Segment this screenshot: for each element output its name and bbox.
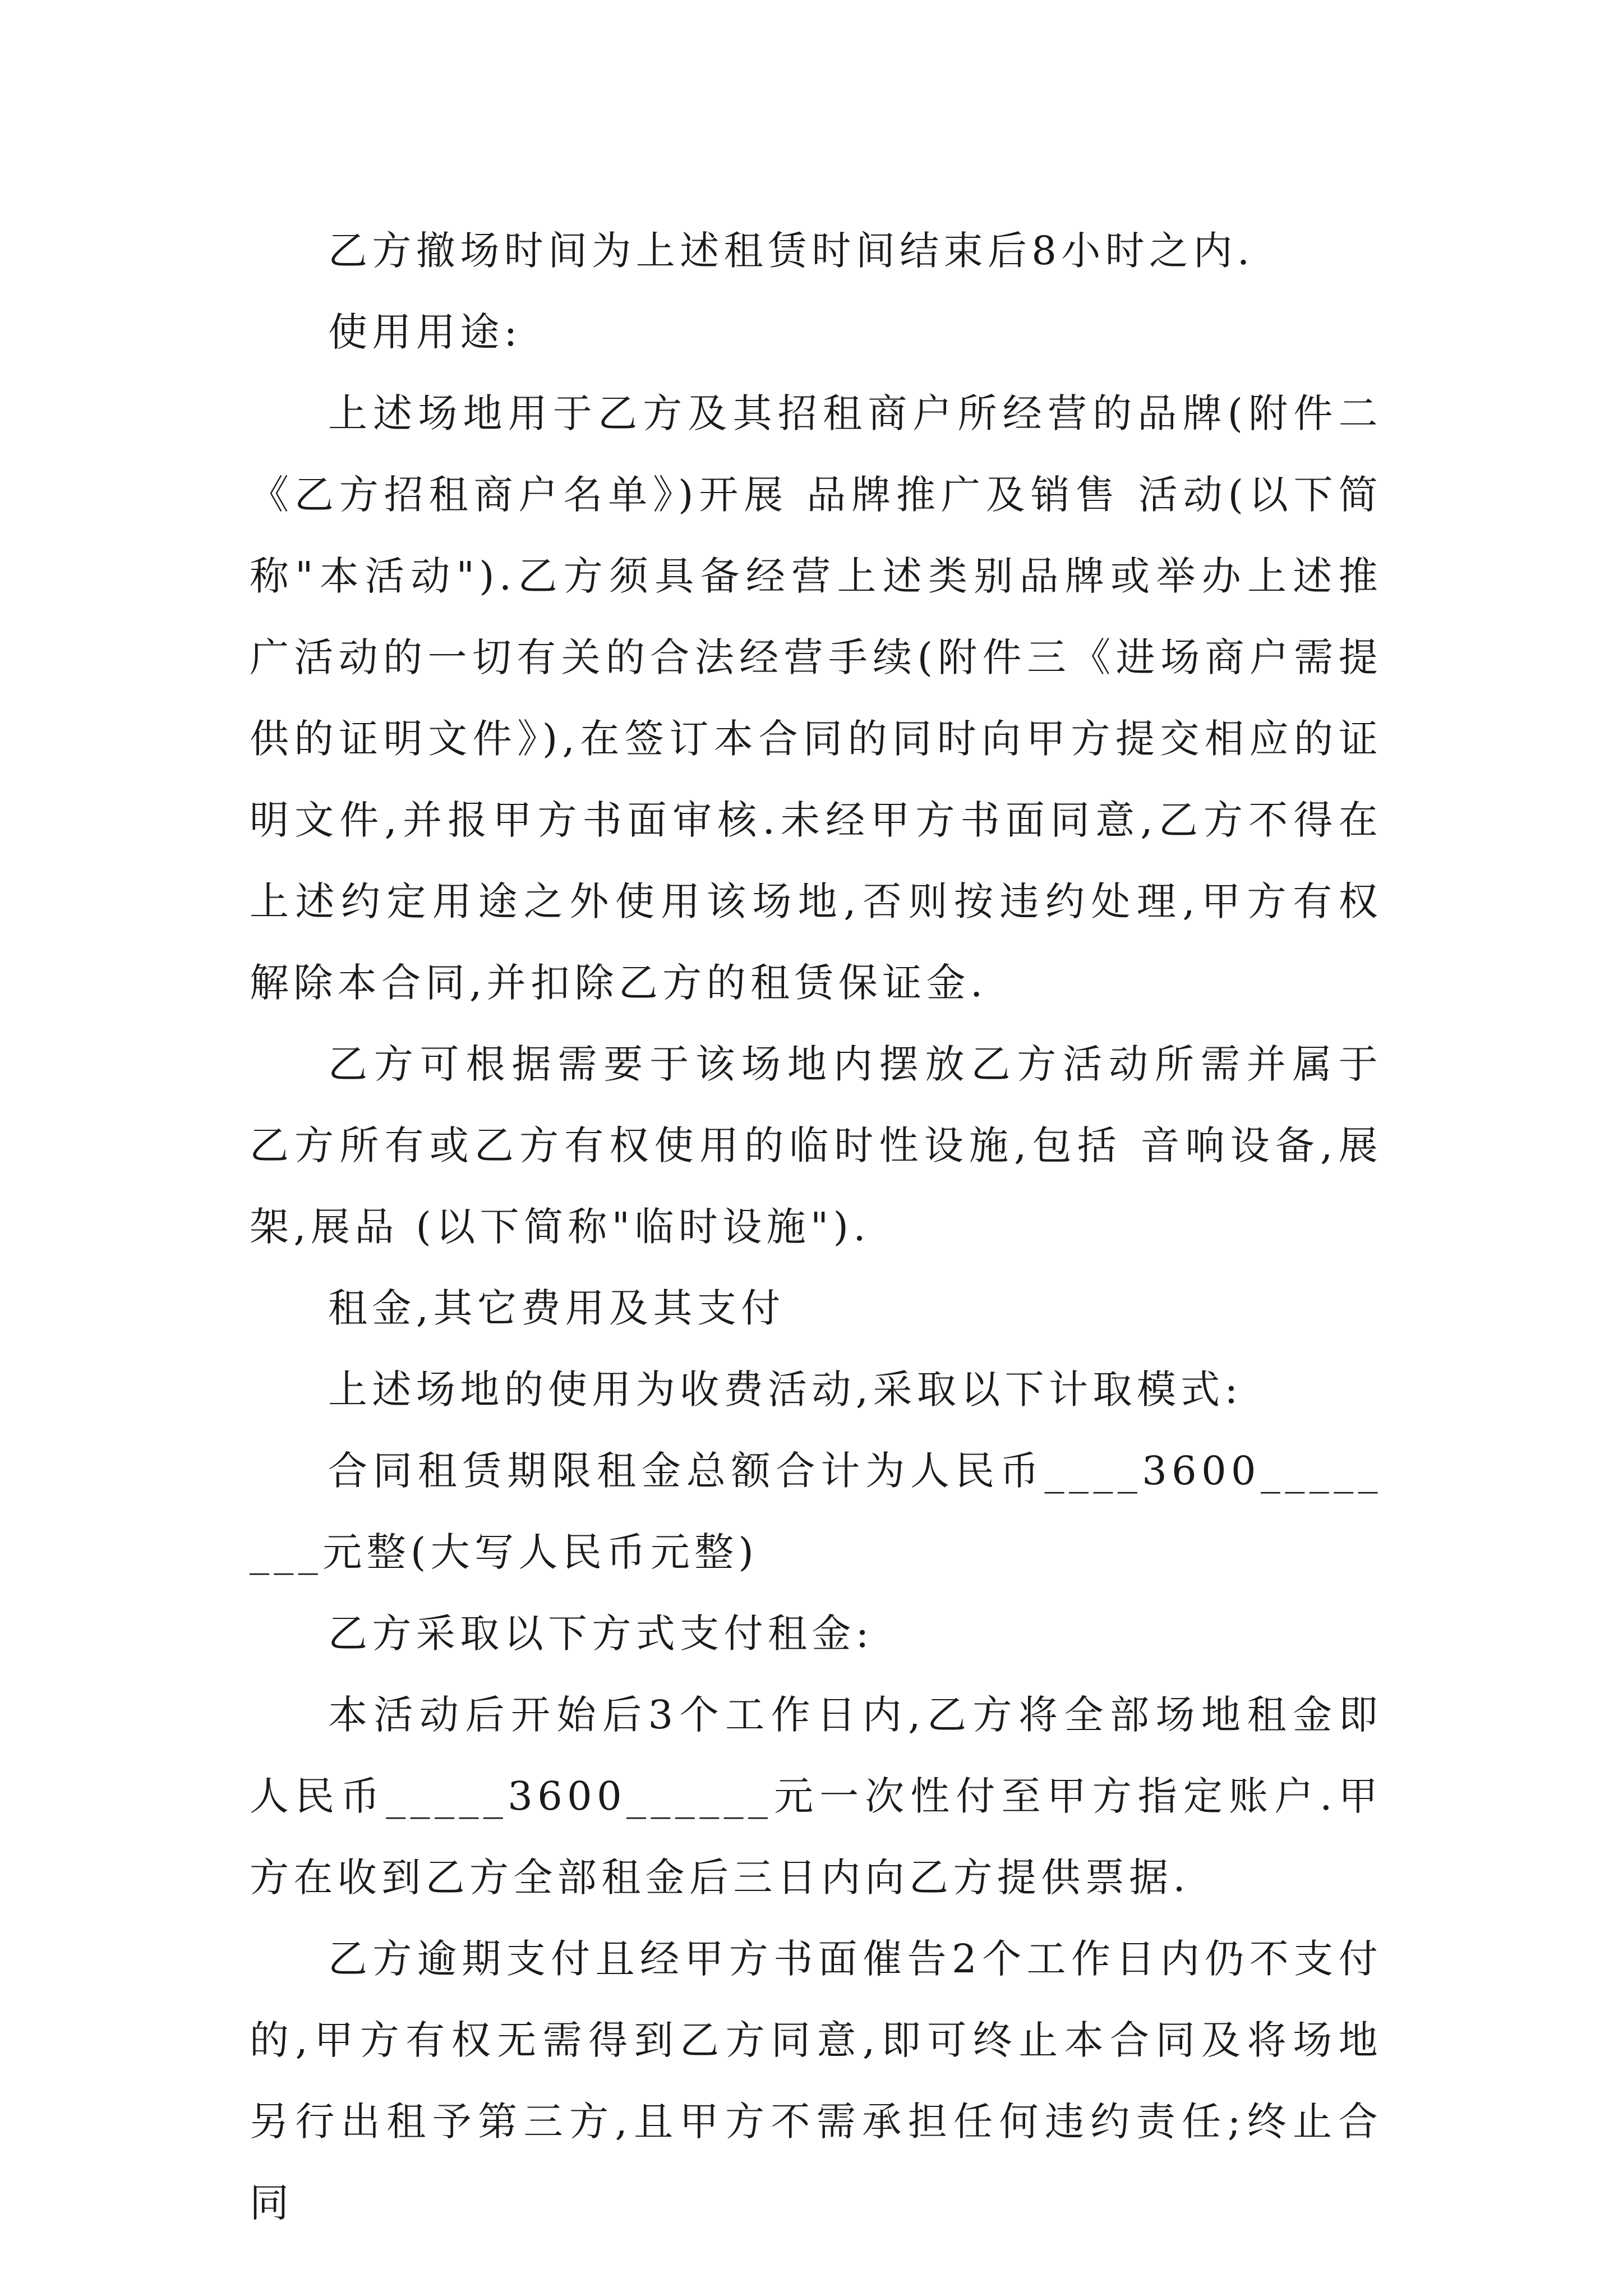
- paragraph-payment-terms: 本活动后开始后3个工作日内,乙方将全部场地租金即人民币_____3600______元一次性付至甲方指定账户.甲方在收到乙方全部租金后三日内向乙方提供票据.: [250, 1692, 1382, 1901]
- document-body: [250, 210, 1382, 2244]
- paragraph-late-payment: 乙方逾期支付且经甲方书面催告2个工作日内仍不支付的,甲方有权无需得到乙方同意,即可终止本合同及将场地另行出租予第三方,且甲方不需承担任何违约责任;终止合同: [250, 1936, 1382, 2226]
- paragraph-usage-heading: 使用用途:: [328, 309, 522, 355]
- paragraph-payment-method: 乙方采取以下方式支付租金:: [328, 1611, 874, 1657]
- paragraph-removal-time: 乙方撤场时间为上述租赁时间结束后8小时之内.: [328, 228, 1255, 274]
- paragraph-fee-mode: 上述场地的使用为收费活动,采取以下计取模式:: [328, 1366, 1243, 1412]
- paragraph-temporary-facilities: 乙方可根据需要于该场地内摆放乙方活动所需并属于乙方所有或乙方有权使用的临时性设施,包括 音响设备,展架,展品 (以下简称"临时设施").: [250, 1041, 1382, 1250]
- paragraph-rent-total: 合同租赁期限租金总额合计为人民币____3600________元整(大写人民币元整): [250, 1448, 1382, 1575]
- paragraph-rent-heading: 租金,其它费用及其支付: [328, 1285, 785, 1331]
- paragraph-usage-terms: 上述场地用于乙方及其招租商户所经营的品牌(附件二《乙方招租商户名单》)开展 品牌推广及销售 活动(以下简称"本活动").乙方须具备经营上述类别品牌或举办上述推广活动的一切有关的合法经营手续(附件三《进场商户需提供的证明文件》),在签订本合同的同时向甲方提交相应的证明文件,并报甲方书面审核.未经甲方书面同意,乙方不得在上述约定用途之外使用该场地,否则按违约处理,甲方有权解除本合同,并扣除乙方的租赁保证金.: [250, 390, 1382, 1006]
